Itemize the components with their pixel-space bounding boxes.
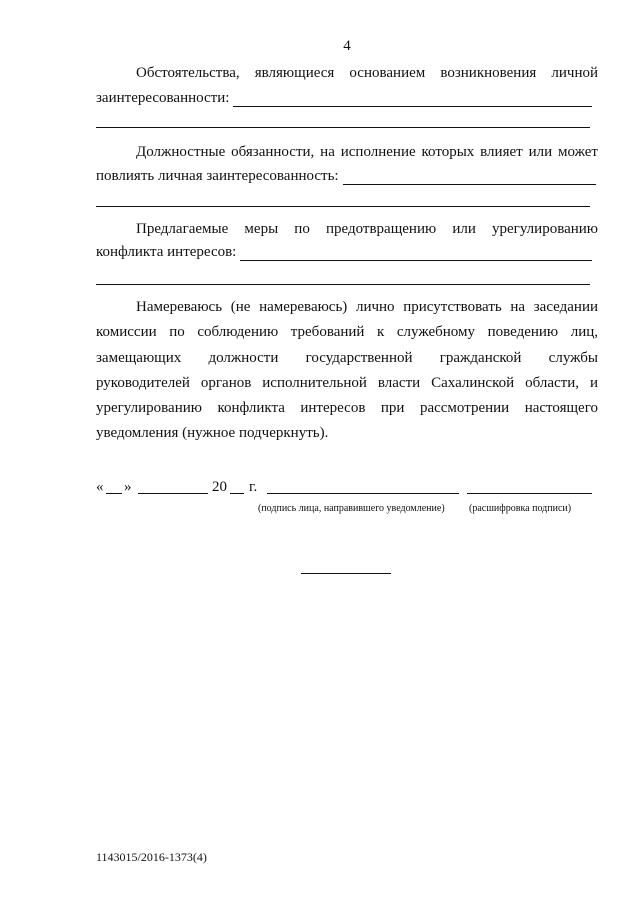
section2-line2-row xyxy=(96,167,596,185)
section2-line2-label: повлиять личная заинтересованность: xyxy=(96,168,339,184)
month-blank[interactable] xyxy=(138,478,208,494)
year-suffix: г. xyxy=(249,479,258,495)
section3-line1: Предлагаемые меры по предотвращению или урегулированию xyxy=(136,221,598,237)
section4-line2: комиссии по соблюдению требований к служебному поведению лиц, xyxy=(96,324,598,340)
section4-line3: замещающих должности государственной гражданской службы xyxy=(96,350,598,366)
section4-line5: урегулированию конфликта интересов при рассмотрении настоящего xyxy=(96,400,598,416)
page-number: 4 xyxy=(343,38,351,54)
section4-line6: уведомления (нужное подчеркнуть). xyxy=(96,425,329,441)
section1-fill-line[interactable] xyxy=(96,127,590,128)
year-blank[interactable] xyxy=(230,478,244,494)
section2-line1: Должностные обязанности, на исполнение которых влияет или может xyxy=(136,144,598,160)
caption-signature: (подпись лица, направившего уведомление) xyxy=(258,503,445,514)
section4-line4: руководителей органов исполнительной власти Сахалинской области, и xyxy=(96,375,598,391)
section2-fill-blank[interactable] xyxy=(343,170,596,185)
section1-line2-row xyxy=(96,89,592,107)
year-prefix: 20 xyxy=(212,479,227,495)
doc-code: 1143015/2016-1373(4) xyxy=(96,850,207,864)
section1-line1: Обстоятельства, являющиеся основанием возникновения личной xyxy=(136,65,598,81)
section3-fill-blank[interactable] xyxy=(240,246,592,261)
open-quote: « xyxy=(96,479,104,495)
caption-decoding: (расшифровка подписи) xyxy=(469,503,572,514)
close-quote: » xyxy=(124,479,132,495)
section2-fill-line[interactable] xyxy=(96,206,590,207)
section1-fill-blank[interactable] xyxy=(233,92,592,107)
section4-line1: Намереваюсь (не намереваюсь) лично присутствовать на заседании xyxy=(136,299,598,315)
signature-blank[interactable] xyxy=(267,478,459,494)
section3-fill-line[interactable] xyxy=(96,284,590,285)
end-separator xyxy=(301,573,391,574)
section1-line2-label: заинтересованности: xyxy=(96,90,230,106)
signature-row xyxy=(96,478,596,498)
section3-line2-label: конфликта интересов: xyxy=(96,244,237,260)
decoding-blank[interactable] xyxy=(467,478,592,494)
day-blank[interactable] xyxy=(106,478,122,494)
section3-line2-row xyxy=(96,243,592,261)
